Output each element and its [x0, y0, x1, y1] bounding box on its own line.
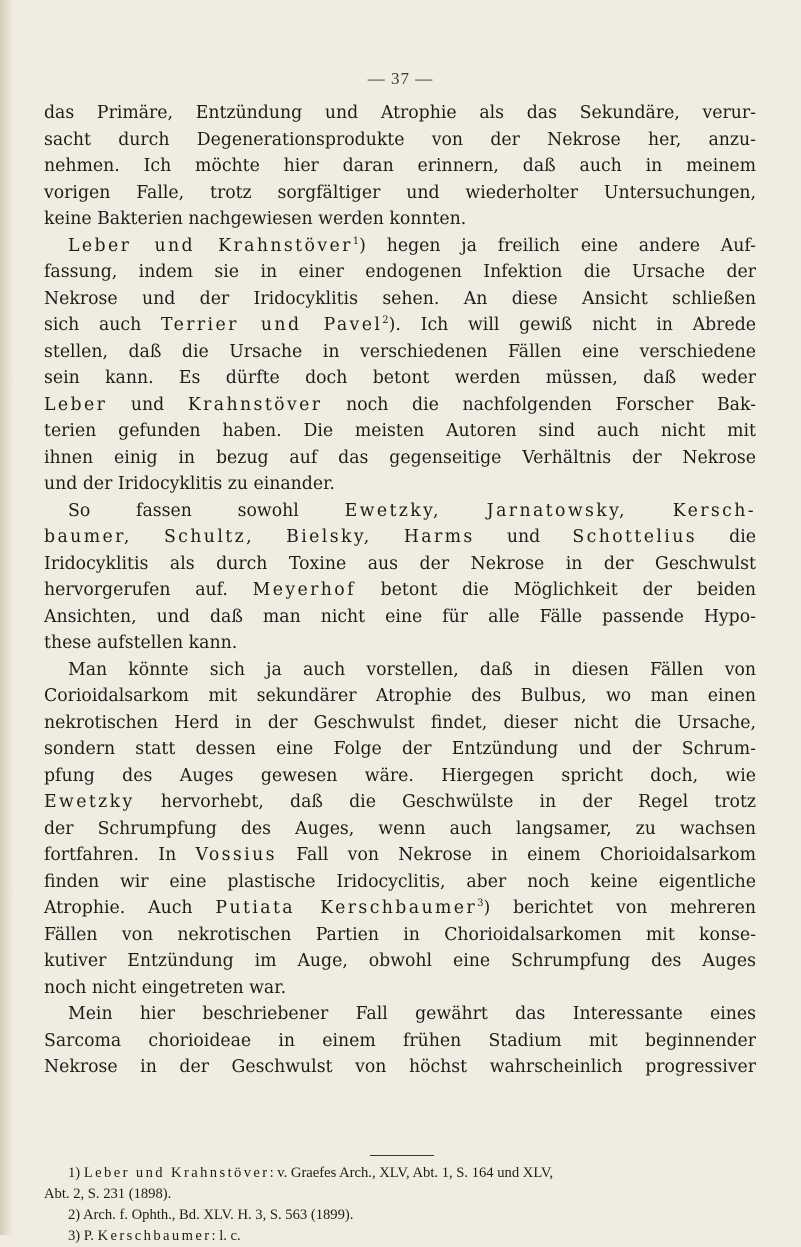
text-line: sondern statt dessen eine Folge der Entzündung und der Schrum-	[44, 739, 756, 759]
footnote-ref: 1	[352, 235, 360, 247]
text-line: der Schrumpfung des Auges, wenn auch langsamer, zu wachsen	[44, 818, 756, 839]
text-line: Ansichten, und daß man nicht eine für alle Fälle passende Hypo-	[44, 606, 756, 627]
author-name: Bielsky,	[286, 527, 372, 547]
footnote-divider	[370, 1155, 434, 1156]
footnote: 3) P. Kerschbaumer: l. c.	[68, 1228, 241, 1244]
text-line: stellen, daß die Ursache in verschiedenen Fällen eine verschiedene	[44, 341, 756, 362]
text-line: und der Iridocyklitis zu einander.	[44, 474, 335, 494]
author-name: Krahnstöver	[187, 394, 323, 415]
text-line: Man könnte sich ja auch vorstellen, daß in diesen Fällen von	[68, 659, 756, 680]
text-line: noch nicht eingetreten war.	[44, 977, 287, 998]
text-line: sich auch Terrier und Pavel$^2$). Ich will gewiß nicht in Abrede	[44, 315, 756, 335]
text-line: Corioidalsarkom mit sekundärer Atrophie des Bulbus, wo man einen	[44, 686, 756, 706]
author-name: Vossius	[195, 845, 277, 865]
text-line: So fassen sowohl Ewetzky, Jarnatowsky, Kersch-	[68, 500, 756, 521]
footnote: 2) Arch. f. Ophth., Bd. XLV. H. 3, S. 563 (1899).	[68, 1207, 354, 1223]
text-line: vorigen Falle, trotz sorgfältiger und wiederholter Untersuchungen,	[44, 182, 756, 203]
author-name: Terrier und Pavel	[160, 315, 383, 335]
body-text	[44, 100, 756, 1081]
author-name: Schottelius	[572, 527, 697, 547]
text-line: fassung, indem sie in einer endogenen Infektion die Ursache der	[44, 262, 756, 282]
text-line: terien gefunden haben. Die meisten Autoren sind auch nicht mit	[44, 421, 756, 441]
text-line: Ewetzky hervorhebt, daß die Geschwülste in der Regel trotz	[44, 792, 756, 812]
footnote-ref: 2	[382, 315, 389, 327]
author-name: Jarnatowsky,	[486, 500, 627, 521]
text-line: Sarcoma chorioideae in einem frühen Stadium mit beginnender	[44, 1030, 756, 1051]
text-line: Iridocyklitis als durch Toxine aus der Nekrose in der Geschwulst	[44, 553, 756, 574]
author-name: Harms	[403, 527, 475, 547]
text-line: these aufstellen kann.	[44, 633, 238, 653]
text-line: pfung des Auges gewesen wäre. Hiergegen spricht doch, wie	[44, 765, 756, 786]
text-line: hervorgerufen auf. Meyerhof betont die Möglichkeit der beiden	[44, 580, 756, 600]
text-line: keine Bakterien nachgewiesen werden konnten.	[44, 209, 467, 229]
author-name: Leber	[44, 394, 108, 415]
text-line: Nekrose in der Geschwulst von höchst wahrscheinlich progressiver	[44, 1057, 756, 1077]
author-name: Leber und Krahnstöver	[68, 235, 353, 256]
text-line: nekrotischen Herd in der Geschwulst findet, dieser nicht die Ursache,	[44, 712, 756, 733]
author-name: Ewetzky	[44, 792, 135, 812]
author-name: Kerschbaumer	[97, 1228, 212, 1244]
text-line: Fällen von nekrotischen Partien in Chorioidalsarkomen mit konse-	[44, 924, 756, 945]
text-line: sein kann. Es dürfte doch betont werden müssen, daß weder	[44, 368, 756, 388]
text-line: sacht durch Degenerationsprodukte von der Nekrose her, anzu-	[44, 129, 756, 150]
author-name: Ewetzky,	[344, 500, 441, 521]
footnotes	[44, 1163, 756, 1247]
footnote-continuation: Abt. 2, S. 231 (1898).	[44, 1186, 172, 1202]
text-line: fortfahren. In Vossius Fall von Nekrose in einem Chorioidalsarkom	[44, 845, 757, 865]
text-line: Leber und Krahnstöver$^1$) hegen ja freilich eine andere Auf-	[68, 235, 756, 256]
text-line: Mein hier beschriebener Fall gewährt das Interessante eines	[68, 1004, 756, 1024]
author-name: Meyerhof	[252, 580, 356, 600]
author-name: Putiata Kerschbaumer	[215, 898, 478, 918]
book-spine-shadow	[0, 0, 14, 1235]
text-line: nehmen. Ich möchte hier daran erinnern, daß auch in meinem	[44, 156, 756, 176]
text-line: kutiver Entzündung im Auge, obwohl eine Schrumpfung des Auges	[44, 951, 756, 971]
author-name: baumer,	[44, 527, 132, 547]
text-line: finden wir eine plastische Iridocyclitis, aber noch keine eigentliche	[44, 871, 756, 892]
text-line: Nekrose und der Iridocyklitis sehen. An diese Ansicht schließen	[44, 288, 756, 309]
text-line: ihnen einig in bezug auf das gegenseitige Verhältnis der Nekrose	[44, 447, 756, 468]
footnote-ref: 3	[477, 898, 484, 910]
text-line: das Primäre, Entzündung und Atrophie als das Sekundäre, verur-	[44, 103, 756, 123]
text-line: Leber und Krahnstöver noch die nachfolgenden Forscher Bak-	[44, 394, 756, 415]
author-name: Schultz,	[163, 527, 254, 547]
page-number: — 37 —	[367, 69, 434, 88]
author-name: Kersch-	[672, 500, 756, 521]
text-line: Atrophie. Auch Putiata Kerschbaumer$^3$) berichtet von mehreren	[44, 898, 756, 918]
text-line: baumer, Schultz, Bielsky, Harms und Schottelius die	[44, 527, 756, 547]
footnote: 1) Leber und Krahnstöver: v. Graefes Arch., XLV, Abt. 1, S. 164 und XLV,	[68, 1165, 554, 1181]
author-name: Leber und Krahnstöver	[83, 1165, 270, 1181]
